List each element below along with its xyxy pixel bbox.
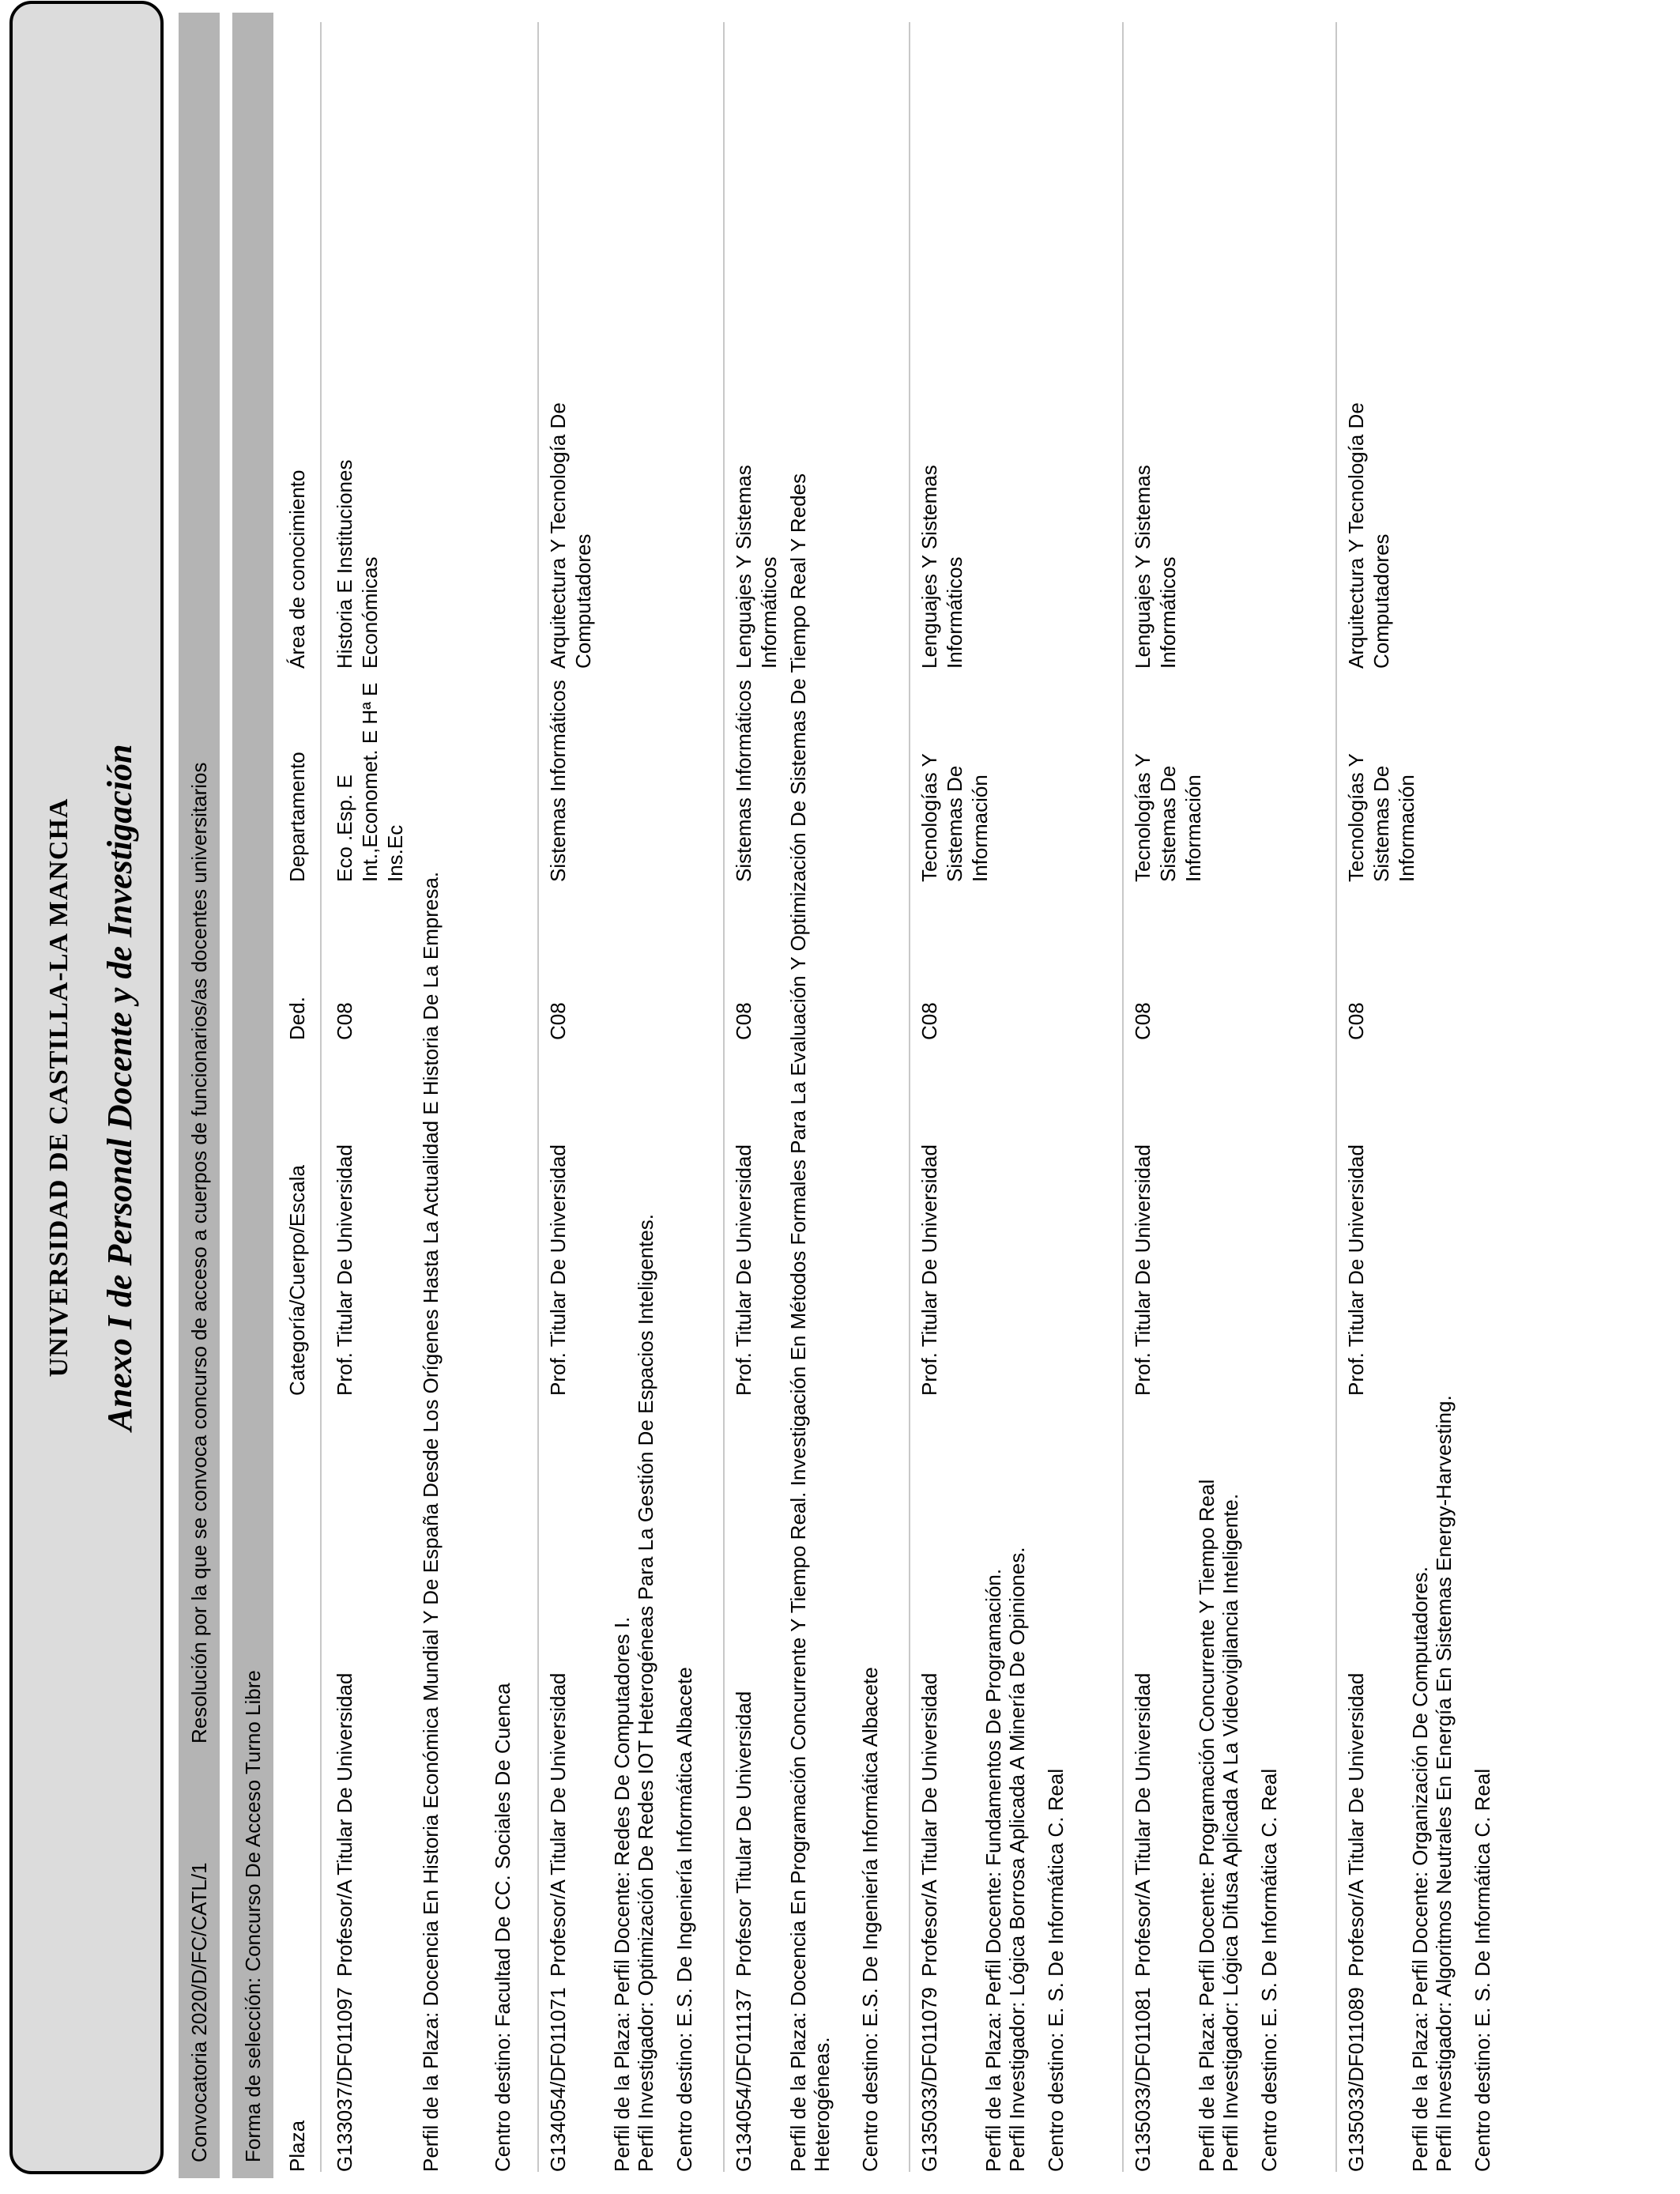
plaza-profile xyxy=(981,38,1029,2172)
forma-seleccion-band xyxy=(232,13,273,2178)
column-header-area: Área de conocimiento xyxy=(285,469,309,669)
plaza-type: Profesor/A Titular De Universidad xyxy=(1131,1672,1155,1977)
plaza-code: G133037/DF011097 xyxy=(333,1987,356,2172)
profile-line: Perfil de la Plaza: Perfil Docente: Fundamentos De Programación. xyxy=(981,1568,1005,2172)
area-line: Arquitectura Y Tecnología De xyxy=(546,402,570,669)
plaza-profile xyxy=(419,38,443,2172)
plaza-code: G134054/DF011137 xyxy=(732,1989,755,2172)
annex-title: Anexo I de Personal Docente y de Investigación xyxy=(100,744,139,1431)
plaza-category: Prof. Titular De Universidad xyxy=(546,1144,570,1396)
plaza-area xyxy=(545,337,596,669)
department-line: Sistemas Informáticos xyxy=(732,680,755,882)
plaza-profile xyxy=(610,38,657,2172)
area-line: Computadores xyxy=(1369,533,1393,669)
plaza-centro: Centro destino: E. S. De Informática C. Real xyxy=(1471,1768,1494,2172)
plaza-category: Prof. Titular De Universidad xyxy=(333,1144,356,1396)
department-line: Int.,Economet. E Hª E xyxy=(358,682,382,882)
row-divider xyxy=(1335,22,1337,2172)
department-line: Sistemas De xyxy=(1369,765,1393,882)
plaza-dedication: C08 xyxy=(1131,1002,1155,1040)
plaza-category: Prof. Titular De Universidad xyxy=(1344,1144,1368,1396)
plaza-centro: Centro destino: Facultad De CC. Sociales De Cuenca xyxy=(491,1683,514,2172)
plaza-area xyxy=(731,337,782,669)
plaza-department xyxy=(545,677,571,882)
profile-line: Perfil de la Plaza: Perfil Docente: Organización De Computadores. xyxy=(1408,1566,1432,2172)
area-line: Económicas xyxy=(358,556,382,669)
area-line: Lenguajes Y Sistemas xyxy=(732,465,755,669)
department-line: Eco .Esp. E xyxy=(333,775,356,882)
profile-line: Perfil Investigador: Lógica Difusa Aplicada A La Videovigilancia Inteligente. xyxy=(1219,1493,1242,2172)
header-box xyxy=(9,1,164,2174)
plaza-area xyxy=(917,337,967,669)
column-header-ded: Ded. xyxy=(285,997,309,1040)
area-line: Historia E Instituciones xyxy=(333,459,356,669)
area-line: Lenguajes Y Sistemas xyxy=(1131,465,1155,669)
plaza-category: Prof. Titular De Universidad xyxy=(732,1144,755,1396)
department-line: Información xyxy=(1181,775,1205,882)
row-divider xyxy=(909,22,910,2172)
area-line: Computadores xyxy=(571,533,595,669)
profile-line: Perfil de la Plaza: Docencia En Historia Económica Mundial Y De España Desde Los Orígenes Hasta La Actualidad E Historia De La Empresa. xyxy=(419,871,443,2172)
plaza-department xyxy=(332,677,408,882)
plaza-profile xyxy=(786,38,834,2172)
convocatoria-code: Convocatoria 2020/D/FC/CATL/1 xyxy=(187,1862,211,2162)
plaza-centro: Centro destino: E.S. De Ingeniería Informática Albacete xyxy=(672,1667,696,2172)
plaza-profile xyxy=(1408,38,1456,2172)
plaza-type: Profesor/A Titular De Universidad xyxy=(1344,1672,1368,1977)
area-line: Lenguajes Y Sistemas xyxy=(917,465,941,669)
plaza-code: G135033/DF011089 xyxy=(1344,1987,1368,2172)
profile-line: Perfil Investigador: Algoritmos Neutrales En Energía En Sistemas Energy-Harvesting. xyxy=(1432,1395,1456,2172)
plaza-category: Prof. Titular De Universidad xyxy=(1131,1144,1155,1396)
plaza-area xyxy=(1343,337,1394,669)
area-line: Informáticos xyxy=(943,556,966,669)
department-line: Sistemas De xyxy=(943,765,966,882)
plaza-area xyxy=(332,337,382,669)
profile-line: Perfil Investigador: Lógica Borrosa Aplicada A Minería De Opiniones. xyxy=(1005,1547,1029,2172)
plaza-profile xyxy=(1195,38,1242,2172)
column-header-plaza: Plaza xyxy=(285,2120,309,2172)
column-header-categoria: Categoría/Cuerpo/Escala xyxy=(285,1165,309,1396)
department-line: Información xyxy=(1395,775,1418,882)
plaza-dedication: C08 xyxy=(732,1002,755,1040)
plaza-centro: Centro destino: E. S. De Informática C. Real xyxy=(1044,1768,1068,2172)
department-line: Ins.Ec xyxy=(383,824,407,882)
plaza-code: G134054/DF011071 xyxy=(546,1987,570,2172)
profile-line: Perfil Investigador: Optimización De Redes IOT Heterogéneas Para La Gestión De Espacios Inteligentes. xyxy=(634,1213,657,2172)
plaza-centro: Centro destino: E.S. De Ingeniería Informática Albacete xyxy=(858,1667,882,2172)
profile-line: Perfil de la Plaza: Perfil Docente: Programación Concurrente Y Tiempo Real xyxy=(1195,1479,1219,2172)
plaza-dedication: C08 xyxy=(333,1002,356,1040)
convocatoria-band xyxy=(179,13,220,2178)
plaza-centro: Centro destino: E. S. De Informática C. Real xyxy=(1257,1768,1281,2172)
plaza-type: Profesor/A Titular De Universidad xyxy=(333,1672,356,1977)
area-line: Arquitectura Y Tecnología De xyxy=(1344,402,1368,669)
area-line: Informáticos xyxy=(1156,556,1180,669)
row-divider xyxy=(320,22,322,2172)
profile-line: Perfil de la Plaza: Perfil Docente: Redes De Computadores I. xyxy=(610,1616,634,2172)
plaza-code: G135033/DF011079 xyxy=(917,1987,941,2172)
department-line: Sistemas Informáticos xyxy=(546,680,570,882)
plaza-department xyxy=(731,677,756,882)
convocatoria-resolution: Resolución por la que se convoca concurso de acceso a cuerpos de funcionarios/as docentes universitarios xyxy=(187,762,211,1744)
university-title: UNIVERSIDAD DE CASTILLA-LA MANCHA xyxy=(44,797,73,1378)
plaza-area xyxy=(1130,337,1181,669)
plaza-type: Profesor Titular De Universidad xyxy=(732,1691,755,1977)
plaza-type: Profesor/A Titular De Universidad xyxy=(546,1672,570,1977)
row-divider xyxy=(723,22,725,2172)
profile-line: Perfil de la Plaza: Docencia En Programación Concurrente Y Tiempo Real. Investigación En Métodos Formales Para La Evaluación Y Optimización De Sistemas De Tiempo Real Y Redes xyxy=(786,473,810,2172)
plaza-category: Prof. Titular De Universidad xyxy=(917,1144,941,1396)
department-line: Tecnologías Y xyxy=(1344,753,1368,882)
plaza-dedication: C08 xyxy=(546,1002,570,1040)
forma-seleccion: Forma de selección: Concurso De Acceso Turno Libre xyxy=(241,1670,265,2162)
department-line: Información xyxy=(968,775,992,882)
plaza-dedication: C08 xyxy=(1344,1002,1368,1040)
department-line: Tecnologías Y xyxy=(917,753,941,882)
plaza-dedication: C08 xyxy=(917,1002,941,1040)
plaza-code: G135033/DF011081 xyxy=(1131,1987,1155,2172)
column-header-departamento: Departamento xyxy=(285,752,309,882)
row-divider xyxy=(1122,22,1124,2172)
row-divider xyxy=(537,22,539,2172)
area-line: Informáticos xyxy=(757,556,781,669)
profile-line: Heterogéneas. xyxy=(810,2037,834,2172)
department-line: Sistemas De xyxy=(1156,765,1180,882)
plaza-type: Profesor/A Titular De Universidad xyxy=(917,1672,941,1977)
department-line: Tecnologías Y xyxy=(1131,753,1155,882)
